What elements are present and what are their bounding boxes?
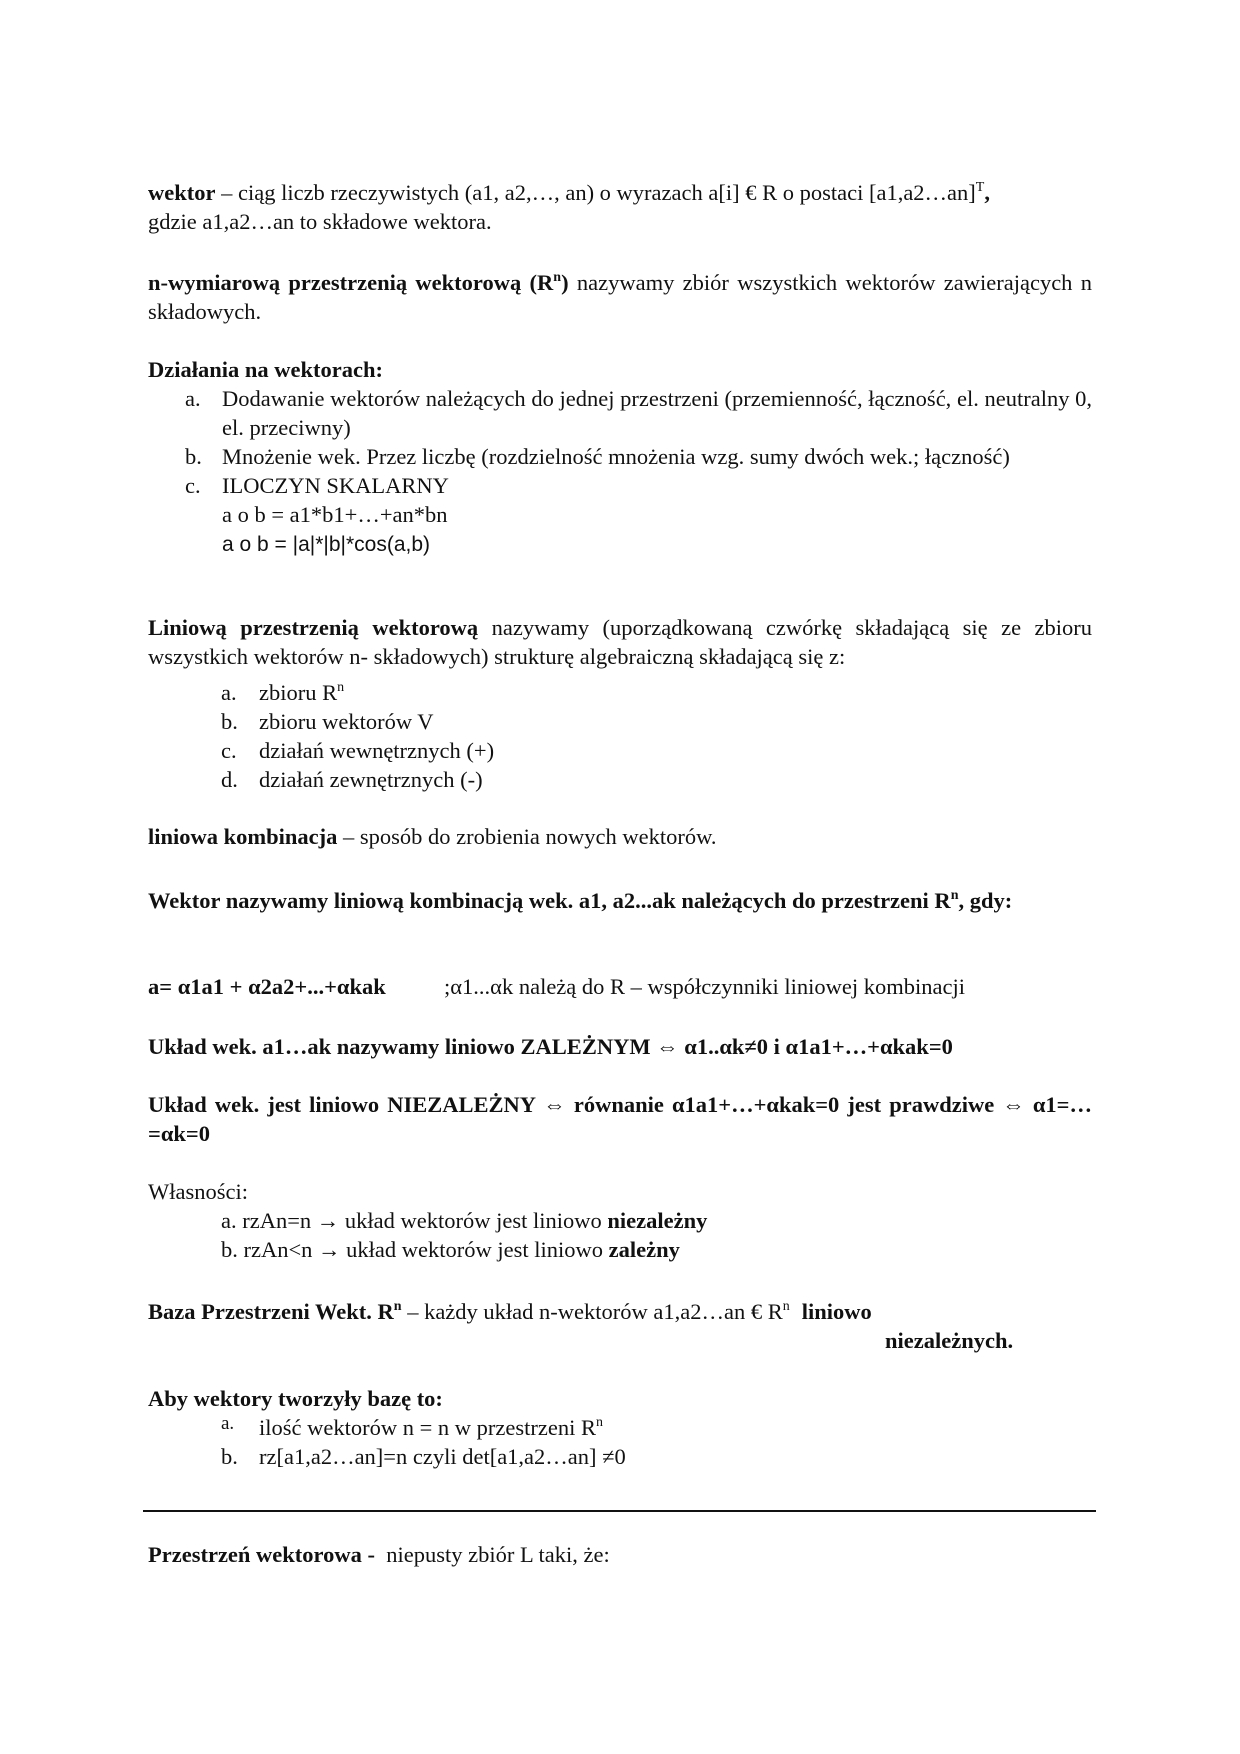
- list-marker: b.: [185, 444, 202, 469]
- definition-text: – sposób do zrobienia nowych wektorów.: [337, 824, 717, 849]
- superscript: n: [782, 1299, 790, 1314]
- list-marker: a.: [185, 386, 201, 411]
- list-item-text: działań zewnętrznych (-): [259, 767, 483, 792]
- dependent-definition: Układ wek. a1…ak nazywamy liniowo ZALEŻNYM ⇔ α1..αk≠0 i α1a1+…+αkak=0: [148, 1034, 953, 1059]
- list-item-text: zbioru R: [259, 680, 338, 705]
- list-item: [221, 1206, 1021, 1235]
- formula-dot-product: a o b = a1*b1+…+an*bn: [222, 502, 448, 527]
- list-wlasnosci: [221, 1206, 1021, 1264]
- list-marker: a.: [221, 1413, 235, 1434]
- list-item-text: Dodawanie wektorów należących do jednej przestrzeni (przemienność, łączność, el. neutralny 0, el. przeciwny): [222, 386, 1092, 440]
- list-item-text: działań wewnętrznych (+): [259, 738, 495, 763]
- superscript: n: [393, 1299, 402, 1314]
- term-n-wymiarowa: [148, 270, 569, 295]
- list-item-text: Mnożenie wek. Przez liczbę (rozdzielność mnożenia wzg. sumy dwóch wek.; łączność): [222, 444, 1010, 469]
- term-liniowa-przestrzen: Liniową przestrzenią wektorową: [148, 615, 479, 640]
- superscript: n: [950, 888, 959, 903]
- list-item-bold: niezależny: [607, 1208, 708, 1233]
- list-item-text: a. rzAn=n → układ wektorów jest liniowo: [221, 1208, 608, 1233]
- statement-text: Wektor nazywamy liniową kombinacją wek. a1, a2...ak należących do przestrzeni R: [148, 888, 951, 913]
- list-item-text: ILOCZYN SKALARNY: [222, 473, 449, 498]
- list-item: [221, 707, 1059, 736]
- list-marker: d.: [221, 767, 238, 792]
- heading-aby: [148, 1384, 1092, 1413]
- term-text: n-wymiarową przestrzenią wektorową (R: [148, 270, 554, 295]
- comma: ,: [984, 180, 990, 205]
- wektor-def-line2: gdzie a1,a2…an to składowe wektora.: [148, 209, 492, 234]
- list-item-bold: zależny: [608, 1237, 680, 1262]
- list-marker: c.: [221, 738, 237, 763]
- list-item-text: ilość wektorów n = n w przestrzeni R: [259, 1415, 596, 1440]
- list-item: [185, 471, 1092, 559]
- definition-text: nazywamy (uporządkowaną czwórkę składającą się ze zbioru wszystkich wektorów n- składowych) strukturę algebraiczną składającą się z:: [148, 615, 1092, 669]
- paragraph-niezalezny: [148, 1090, 1092, 1148]
- list-item: [185, 442, 1092, 471]
- statement-tail: , gdy:: [958, 888, 1013, 913]
- list-item: [221, 765, 1059, 794]
- list-marker: c.: [185, 473, 201, 498]
- definition-text: nazywamy zbiór wszystkich wektorów zawierających n składowych.: [148, 270, 1092, 324]
- superscript: n: [553, 270, 562, 285]
- heading-dzialania: [148, 355, 1092, 384]
- term-text: Baza Przestrzeni Wekt. R: [148, 1299, 394, 1324]
- list-item: [185, 384, 1092, 442]
- heading-text: Aby wektory tworzyły bazę to:: [148, 1386, 443, 1411]
- heading-text: Działania na wektorach:: [148, 357, 383, 382]
- paragraph-liniowa-przestrzen: [148, 613, 1092, 671]
- heading-wlasnosci: [148, 1177, 1092, 1206]
- bold-liniowo: liniowo: [801, 1299, 872, 1324]
- paragraph-przestrzen: [148, 1540, 1092, 1569]
- paragraph-zalezny: [148, 1032, 1092, 1061]
- paragraph-n-wymiarowa: [148, 268, 1092, 326]
- heading-text: Własności:: [148, 1179, 248, 1204]
- term-przestrzen: Przestrzeń wektorowa -: [148, 1542, 375, 1567]
- list-liniowa: [221, 678, 1059, 794]
- list-marker: a.: [221, 680, 237, 705]
- superscript: n: [595, 1415, 603, 1430]
- superscript: T: [975, 180, 985, 195]
- list-dzialania: [185, 384, 1092, 559]
- list-marker: b.: [221, 709, 238, 734]
- paragraph-baza-cont: [885, 1326, 1085, 1355]
- term-kombinacja: liniowa kombinacja: [148, 824, 338, 849]
- list-item: [221, 678, 1059, 707]
- definition-text: – każdy układ n-wektorów a1,a2…an € R: [401, 1299, 783, 1324]
- list-marker: b.: [221, 1444, 238, 1469]
- list-item-text: rz[a1,a2…an]=n czyli det[a1,a2…an] ≠0: [259, 1444, 626, 1469]
- definition-text: niepusty zbiór L taki, że:: [375, 1542, 610, 1567]
- wektor-def-line1: – ciąg liczb rzeczywistych (a1, a2,…, an) o wyrazach a[i] € R o postaci [a1,a2…an]: [215, 180, 976, 205]
- horizontal-rule: [143, 1510, 1096, 1512]
- bold-statement: [148, 888, 1012, 913]
- term-wektor: wektor: [148, 180, 216, 205]
- list-item-text: b. rzAn<n → układ wektorów jest liniowo: [221, 1237, 609, 1262]
- list-item: [221, 1413, 1059, 1442]
- term-baza: [148, 1299, 402, 1324]
- combination-formula: a= α1a1 + α2a2+...+αkak: [148, 974, 386, 999]
- list-item: [221, 1235, 1021, 1264]
- independent-definition: Układ wek. jest liniowo NIEZALEŻNY ⇔ równanie α1a1+…+αkak=0 jest prawdziwe ⇔ α1=…=αk=0: [148, 1092, 1092, 1146]
- formula-dot-product-cos: a o b = |a|*|b|*cos(a,b): [222, 533, 431, 556]
- term-close: ): [561, 270, 569, 295]
- paragraph-kombinacja: [148, 822, 1092, 851]
- list-item: [221, 736, 1059, 765]
- superscript: n: [337, 680, 345, 695]
- paragraph-wektor-nazywamy: [148, 886, 1092, 915]
- paragraph-baza: [148, 1297, 1092, 1326]
- list-item-text: zbioru wektorów V: [259, 709, 434, 734]
- list-aby: [221, 1413, 1059, 1471]
- paragraph-wektor: [148, 178, 1092, 236]
- bold-niezaleznych: niezależnych.: [885, 1328, 1014, 1353]
- paragraph-formula: [148, 972, 1092, 1001]
- list-item: [221, 1442, 1059, 1471]
- formula-description: ;α1...αk należą do R – współczynniki liniowej kombinacji: [444, 974, 965, 999]
